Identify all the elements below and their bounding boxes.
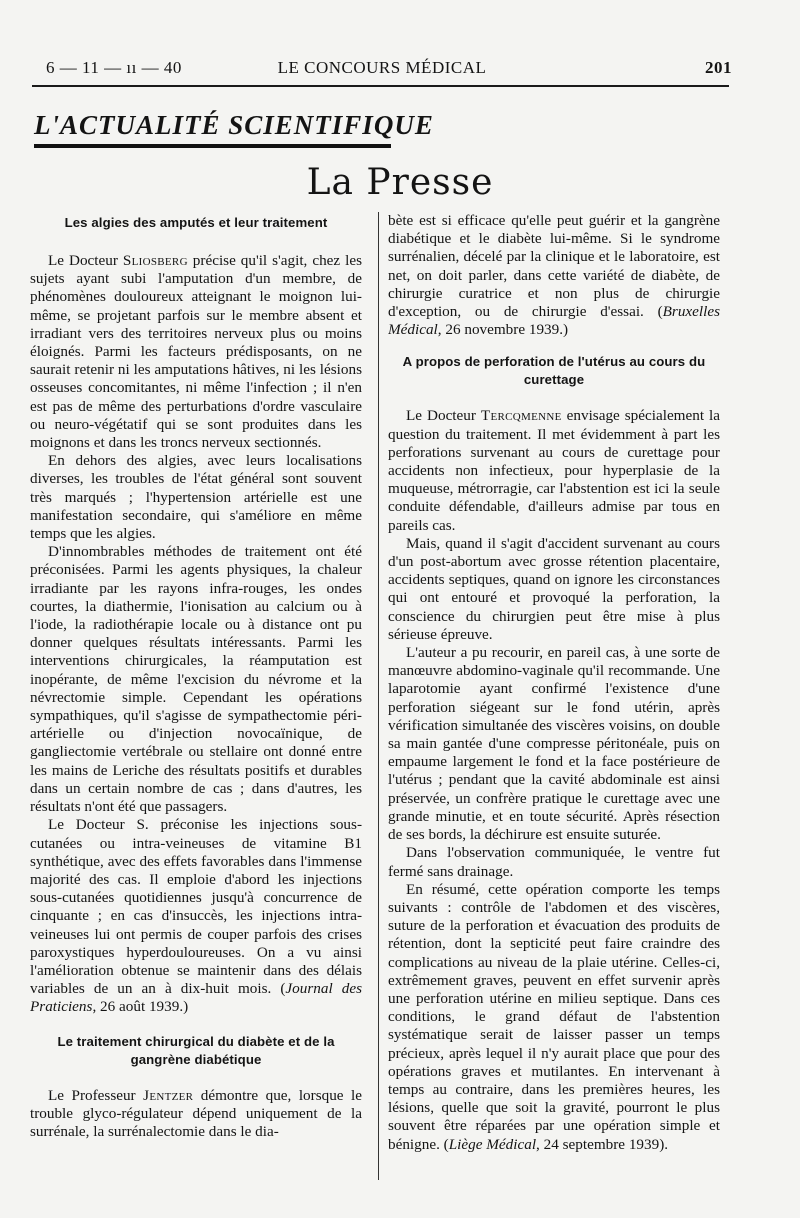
paragraph: L'auteur a pu recourir, en pareil cas, à une sorte de manœuvre abdomino-vaginale qu'il recommande. Une laparotomie ayant confirmé l'existence d'une perforation siégeant sur le fond utérin, après vérification simultanée des viscères voisins, on double sa main gantée d'une compresse péritonéale, puis on empaume largement le fond et la face postérieure de l'utérus ; pendant que la cavité abdominale est ainsi préservée, un confrère pratique le curettage avec une grande minutie, et en toute sécurité. Après résection de ses bords, la déchirure est ensuite suturée.	[388, 644, 720, 844]
right-column	[388, 212, 720, 1182]
issue-date: 6 — 11 — ıı — 40	[46, 58, 182, 77]
paragraph	[30, 252, 362, 452]
source-citation: Liège Médical	[448, 1135, 537, 1153]
paragraph: En dehors des algies, avec leurs localisations diverses, les troubles de l'état général sont souvent très marqués ; l'hypertension artérielle est une manifestation secondaire, qui s'améliore en même temps que les algies.	[30, 452, 362, 543]
text-run: précise qu'il s'agit, chez les sujets ayant subi l'amputation d'un membre, de phénomènes douloureux atteignant le moignon lui-même, se projetant parfois sur le membre absent et irradiant vers des territoires nerveux plus ou moins éloignés. Parmi les facteurs prédisposants, on ne saurait retenir ni les amputations hâtives, ni les lésions osseuses concomitantes, ni même l'infection ; il n'en est pas de même des perturbations d'ordre vasculaire ou neuro-végétatif qui se sont produites dans les moignons et dans les troncs nerveux sectionnés.	[30, 252, 362, 452]
text-run: Le Docteur	[48, 252, 123, 269]
paragraph: D'innombrables méthodes de traitement ont été préconisées. Parmi les agents physiques, la chaleur irradiante par les rayons infra-rouges, les ondes courtes, la diathermie, l'ionisation au calcium ou à l'iode, la radiothérapie locale ou à distance ont pu donner quelques résultats intéressants. Parmi les interventions chirurgicales, la réamputation est inopérante, de même l'excision du névrome et la névrectomie simple. Cependant les opérations sympathiques, qu'il s'agisse de sympathectomie péri-artérielle ou d'injection novocaïnique, de gangliectomie vertébrale ou stellaire ont donné entre les mains de Leriche des résultats positifs et durables dans un certain nombre de cas ; dans d'autres, les résultats n'ont été que passagers.	[30, 543, 362, 816]
text-run: Le Professeur	[48, 1086, 144, 1104]
paragraph	[30, 1087, 362, 1142]
text-run: En résumé, cette opération comporte les temps suivants : contrôle de l'abdomen et des viscères, suture de la perforation et évacuation des produits de rétention, dont la septicité peut faire craindre des complications au niveau de la plaie utérine. Celles-ci, extrêmement graves, peuvent en effet survenir après une perforation utérine en milieu septique. Dans ces conditions, le grand défaut de l'abstention systématique serait de laisser passer un temps précieux, après lequel il n'y aurait place que pour des opérations graves et mutilantes. En intervenant à temps au contraire, dans les premières heures, les lésions, quelle que soit la gravité, pourront le plus souvent être réparées par une opération simple et bénigne. (	[388, 880, 720, 1153]
author-name: Sliosberg	[122, 252, 188, 269]
header-rule	[32, 85, 729, 87]
rubric-underline	[34, 144, 391, 148]
rubric-title: L'ACTUALITÉ SCIENTIFIQUE	[34, 110, 434, 140]
text-run: démontre que, lorsque le trouble glyco-régulateur dépend uniquement de la surrénale, la surrénalectomie dans le dia-	[30, 1086, 362, 1140]
text-run: Le Docteur	[406, 407, 481, 425]
paragraph	[388, 407, 720, 534]
paragraph	[388, 881, 720, 1154]
running-header	[32, 58, 732, 84]
text-run: bète est si efficace qu'elle peut guérir et la gangrène diabétique et le diabète lui-même. Si le syndrome surrénalien, décelé par la clinique et le laboratoire, est net, on doit parler, dans cette variété de diabète, de chirurgie curatrice et non plus de chirurgie d'exception, ou de chirurgie d'essai. (	[388, 212, 720, 321]
column-separator	[378, 212, 379, 1180]
author-name: Jentzer	[143, 1086, 194, 1104]
paragraph	[30, 816, 362, 1016]
article-heading-amputes: Les algies des amputés et leur traitement	[64, 215, 328, 230]
text-run: , 26 novembre 1939.)	[437, 321, 569, 339]
section-title: La Presse	[306, 162, 494, 203]
text-run: envisage spécialement la question du traitement. Il met évidemment à part les perforations survenant au cours de curettage pour accidents non infectieux, pour hyperplasie de la muqueuse, métrorragie, car l'abstention est ici la seule conduite défendable, d'ailleurs admise par tous en pareils cas.	[388, 407, 720, 534]
left-column	[30, 214, 362, 1184]
text-run: , 24 septembre 1939).	[536, 1135, 669, 1153]
text-run: Le Docteur S. préconise les injections sous-cutanées ou intra-veineuses de vitamine B1 synthétique, avec des effets favorables dans l'immense majorité des cas. Il emploie d'abord les injections sous-cutanées quotidiennes jusqu'à concurrence de cinquante ; en cas d'insuccès, les injections intra-veineuses lui ont permis de couper parfois des crises paroxystiques hyperdouloureuses. On a vu ainsi l'amélioration obtenue se maintenir dans des délais variables de un an à dix-huit mois. (	[30, 816, 362, 998]
article-heading-diabete: Le traitement chirurgical du diabète et de la gangrène diabétique	[57, 1033, 335, 1067]
journal-title: LE CONCOURS MÉDICAL	[277, 58, 487, 77]
paragraph-continuation	[388, 212, 720, 339]
source-citation: Journal des Praticiens	[30, 980, 362, 1016]
paragraph: Dans l'observation communiquée, le ventre fut fermé sans drainage.	[388, 844, 720, 880]
page-number: 201	[705, 58, 732, 77]
author-name: Tercqmenne	[480, 407, 562, 425]
article-heading-uterus: A propos de perforation de l'utérus au cours du curettage	[402, 354, 706, 388]
paragraph: Mais, quand il s'agit d'accident survenant au cours d'un post-abortum avec grosse rétention placentaire, accidents septiques, quand on ignore les circonstances qui ont entouré et provoqué la perforation, la conscience du chirurgien peut être mise à plus sérieuse épreuve.	[388, 534, 720, 643]
text-run: , 26 août 1939.)	[92, 998, 189, 1016]
source-citation: Bruxelles Médical	[388, 303, 720, 339]
